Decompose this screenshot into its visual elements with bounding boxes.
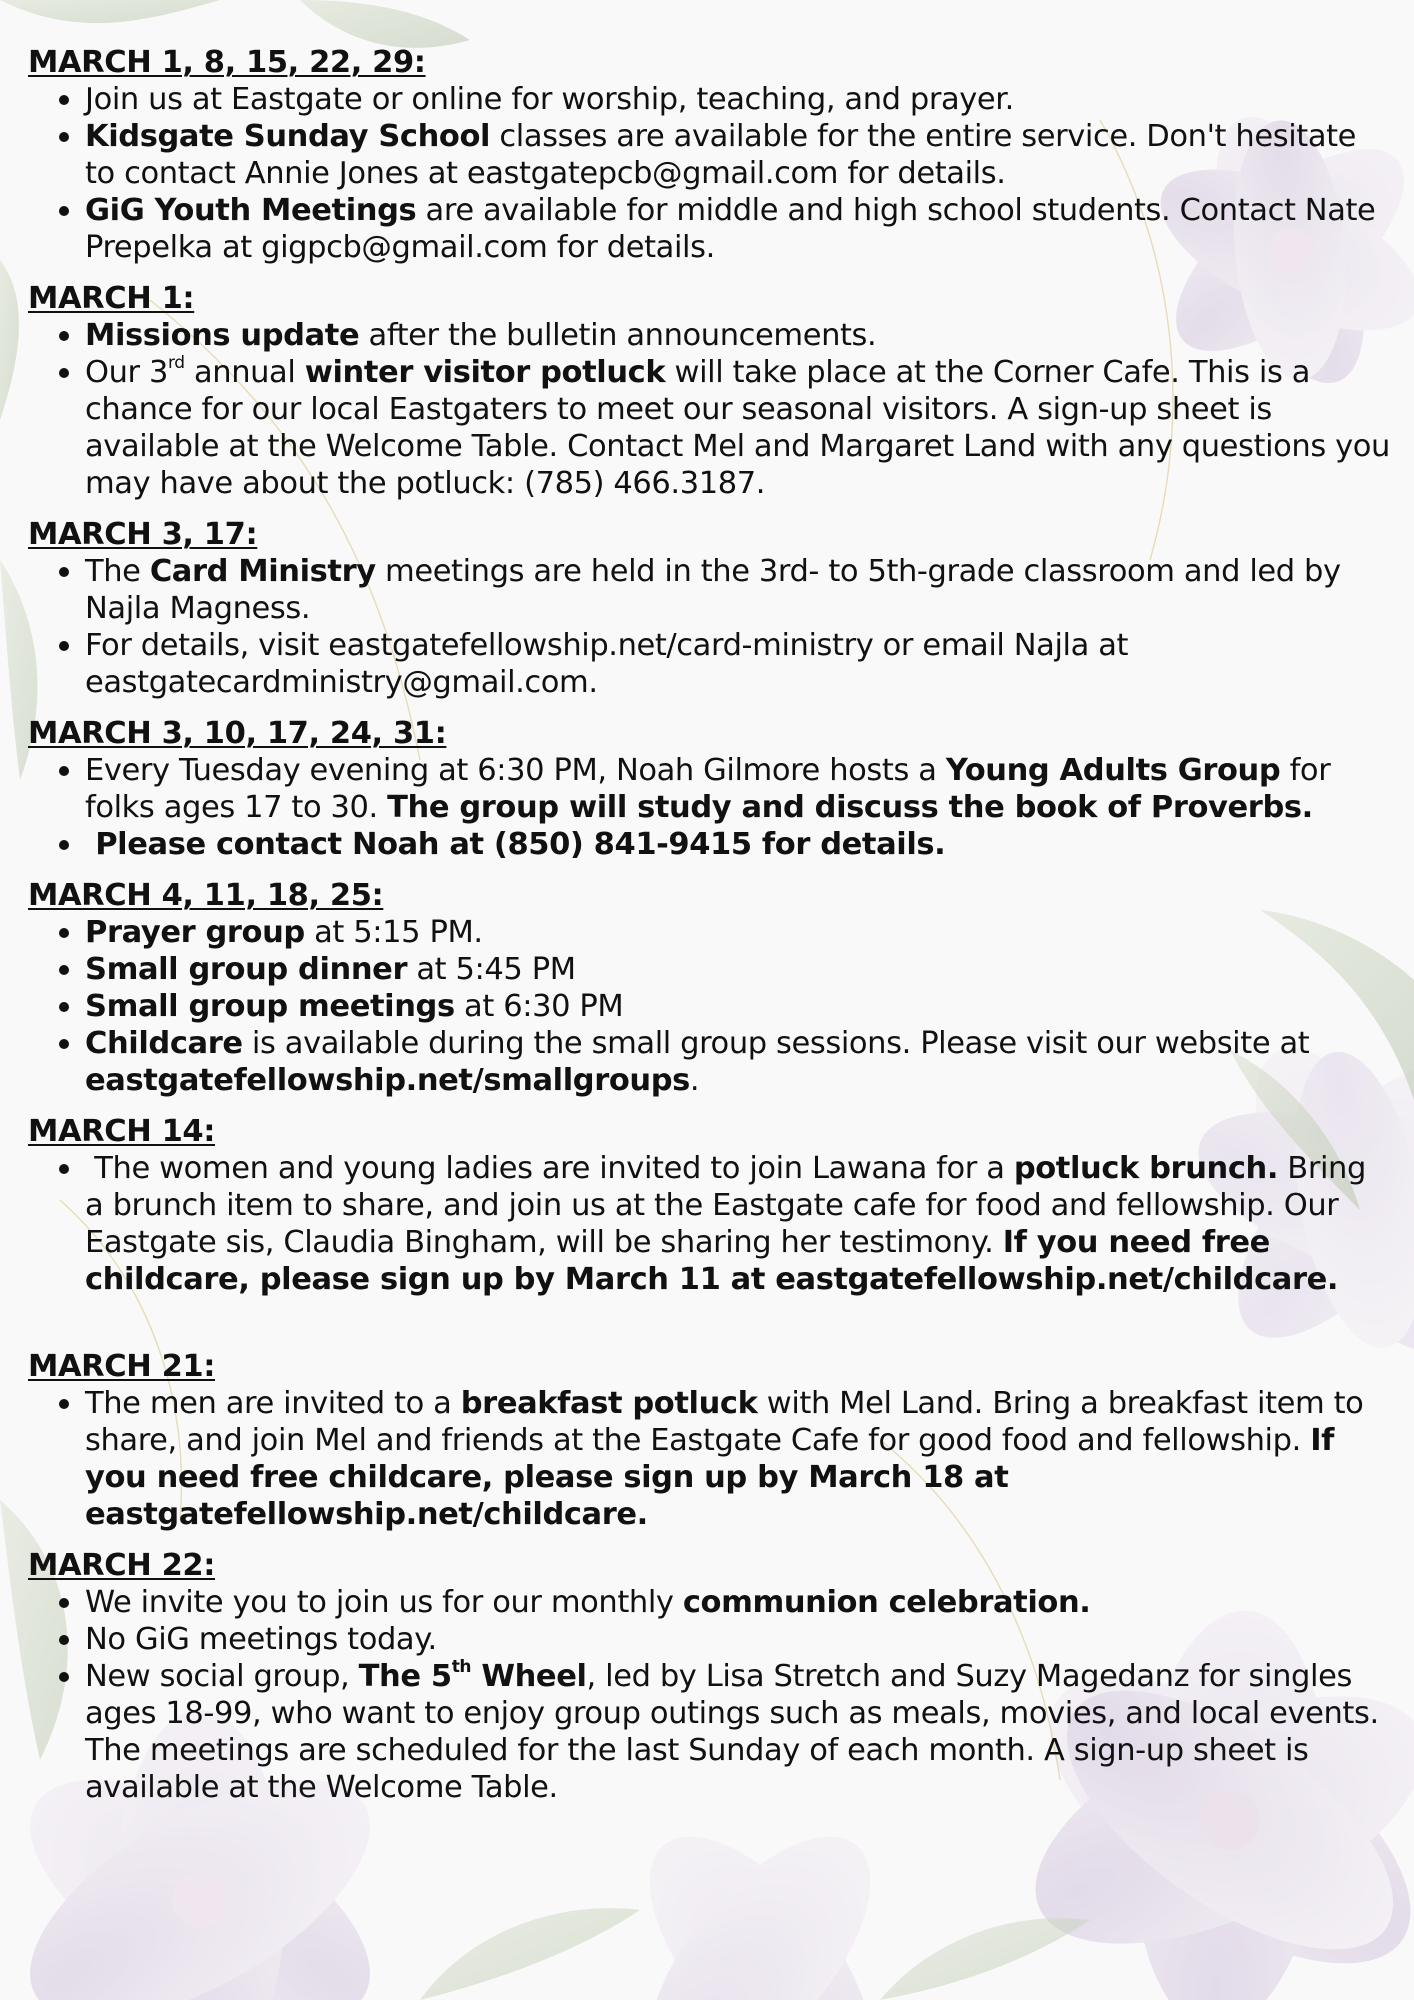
section-heading: MARCH 1, 8, 15, 22, 29: [28, 45, 426, 80]
section-march-22 [28, 1547, 1390, 1806]
section-heading: MARCH 3, 10, 17, 24, 31: [28, 716, 447, 751]
section-march-14 [28, 1113, 1390, 1298]
list-item: The men are invited to a breakfast potluck with Mel Land. Bring a breakfast item to share, and join Mel and friends at the Eastgate Cafe for good food and fellowship. If you need free childcare, please sign up by March 18 at eastgatefellowship.net/childcare. [85, 1385, 1390, 1533]
list-item: Kidsgate Sunday School classes are available for the entire service. Don't hesitate to contact Annie Jones at eastgatepcb@gmail.com for details. [85, 118, 1390, 192]
list-item: The Card Ministry meetings are held in the 3rd- to 5th-grade classroom and led by Najla Magness. [85, 553, 1390, 627]
section-march-21 [28, 1348, 1390, 1533]
list-item: Every Tuesday evening at 6:30 PM, Noah Gilmore hosts a Young Adults Group for folks ages 17 to 30. The group will study and discuss the book of Proverbs. [85, 752, 1390, 826]
section-march-tuesdays [28, 715, 1390, 863]
list-item: New social group, The 5th Wheel, led by Lisa Stretch and Suzy Magedanz for singles ages 18-99, who want to enjoy group outings such as meals, movies, and local events. The meetings are scheduled for the last Sunday of each month. A sign-up sheet is available at the Welcome Table. [85, 1658, 1390, 1806]
section-march-wednesdays [28, 877, 1390, 1099]
flower-icon [610, 1800, 910, 2000]
list-item: For details, visit eastgatefellowship.net/card-ministry or email Najla at eastgatecardministry@gmail.com. [85, 627, 1390, 701]
section-heading: MARCH 22: [28, 1548, 216, 1583]
section-heading: MARCH 4, 11, 18, 25: [28, 878, 384, 913]
list-item: Small group dinner at 5:45 PM [85, 951, 1390, 988]
list-item: We invite you to join us for our monthly communion celebration. [85, 1584, 1390, 1621]
announcements [28, 44, 1390, 1820]
section-march-1 [28, 280, 1390, 502]
section-heading: MARCH 1: [28, 281, 195, 316]
list-item: Our 3rd annual winter visitor potluck will take place at the Corner Cafe. This is a chance for our local Eastgaters to meet our seasonal visitors. A sign-up sheet is available at the Welcome Table. Contact Mel and Margaret Land with any questions you may have about the potluck: (785) 466.3187. [85, 352, 1390, 501]
list-item: The women and young ladies are invited to join Lawana for a potluck brunch. Bring a brunch item to share, and join us at the Eastgate cafe for food and fellowship. Our Eastgate sis, Claudia Bingham, will be sharing her testimony. If you need free childcare, please sign up by March 11 at eastgatefellowship.net/childcare. [85, 1150, 1390, 1298]
list-item: No GiG meetings today. [85, 1621, 1390, 1658]
list-item: Small group meetings at 6:30 PM [85, 988, 1390, 1025]
list-item: Prayer group at 5:15 PM. [85, 914, 1390, 951]
section-heading: MARCH 14: [28, 1114, 216, 1149]
section-heading: MARCH 3, 17: [28, 517, 258, 552]
section-march-3-17 [28, 516, 1390, 701]
list-item: Missions update after the bulletin announcements. [85, 317, 1390, 354]
list-item: Please contact Noah at (850) 841-9415 for details. [85, 826, 1390, 863]
list-item: Childcare is available during the small group sessions. Please visit our website at eastgatefellowship.net/smallgroups. [85, 1025, 1390, 1099]
list-item: GiG Youth Meetings are available for middle and high school students. Contact Nate Prepelka at gigpcb@gmail.com for details. [85, 192, 1390, 266]
list-item: Join us at Eastgate or online for worship, teaching, and prayer. [85, 81, 1390, 118]
section-march-sundays [28, 44, 1390, 266]
section-heading: MARCH 21: [28, 1349, 216, 1384]
